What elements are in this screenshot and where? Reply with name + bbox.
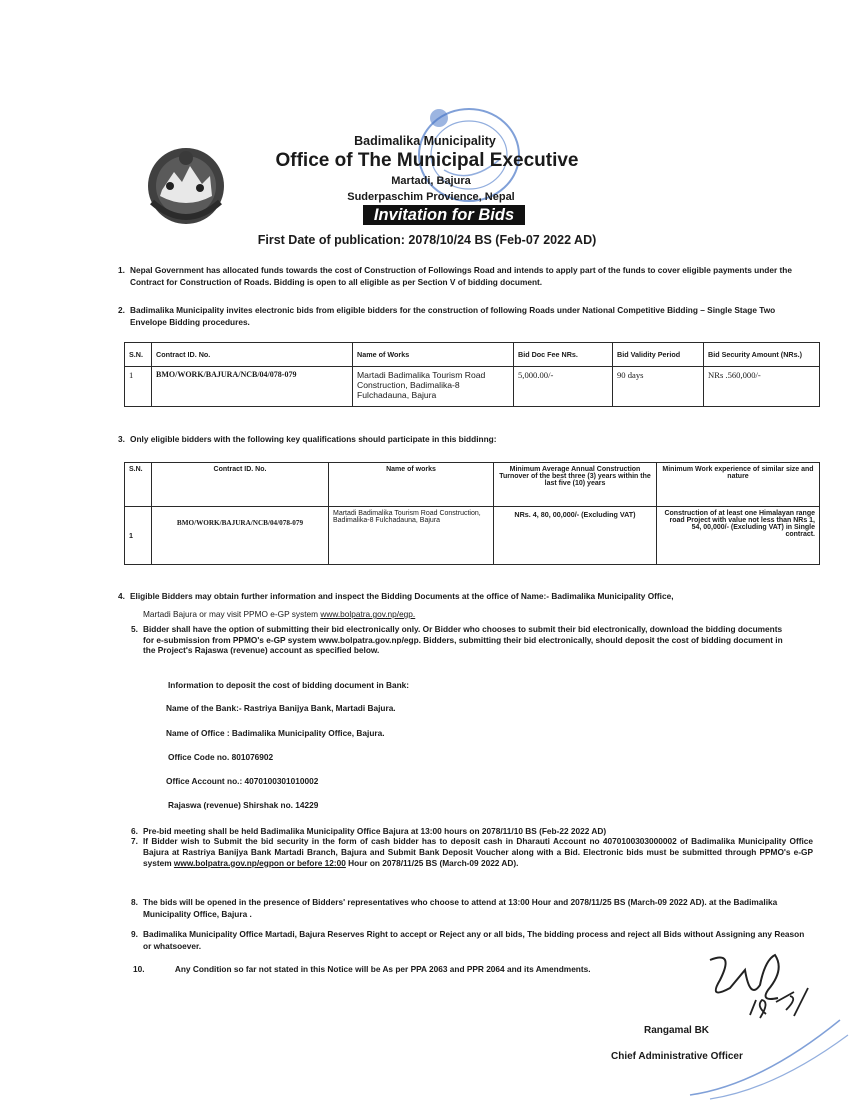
paragraph-number: 10.: [133, 964, 145, 974]
bank-intro: Information to deposit the cost of bidding document in Bank:: [168, 680, 410, 690]
paragraph-number: 2.: [118, 305, 125, 315]
table-header-cell: Name of works: [329, 463, 494, 507]
table-header-cell: Name of Works: [353, 343, 514, 367]
bid-fees-table: [124, 342, 820, 407]
table-cell: Martadi Badimalika Tourism Road Construction, Badimalika-8 Fulchadauna, Bajura: [329, 507, 494, 565]
table-header-cell: Bid Validity Period: [613, 343, 704, 367]
table-cell: BMO/WORK/BAJURA/NCB/04/078-079: [152, 367, 353, 407]
table-cell: NRs. 4, 80, 00,000/- (Excluding VAT): [494, 507, 657, 565]
table-header-row: [125, 343, 820, 367]
paragraph-3: [118, 433, 810, 445]
paragraph-5: [131, 624, 793, 656]
paragraph-text: Badimalika Municipality invites electronic bids from eligible bidders for the construction of following Roads under National Competitive Bidding – Single Stage Two Envelope Bidding procedures.: [130, 305, 776, 327]
table-cell: NRs .560,000/-: [704, 367, 820, 407]
paragraph-number: 5.: [131, 624, 138, 634]
paragraph-text: Eligible Bidders may obtain further information and inspect the Bidding Documents at the office of Name:- Badimalika Municipality Office,: [130, 591, 674, 601]
paragraph-text: Any Condition so far not stated in this Notice will be As per PPA 2063 and PPR 2064 and its Amendments.: [174, 964, 591, 974]
paragraph-7: [131, 836, 813, 868]
table-header-cell: Minimum Average Annual Construction Turnover of the best three (3) years within the last five (10) years: [494, 463, 657, 507]
table-cell: BMO/WORK/BAJURA/NCB/04/078-079: [152, 507, 329, 565]
paragraph-number: 9.: [131, 929, 138, 939]
qualifications-table: [124, 462, 820, 565]
table-header-cell: Minimum Work experience of similar size and nature: [657, 463, 820, 507]
table-cell: 5,000.00/-: [514, 367, 613, 407]
paragraph-text: Bidder shall have the option of submitting their bid electronically only. Or Bidder who chooses to submit their bid electronically, download the bidding documents for e-submission from PPMO's e-GP system www.bolpatra.gov.np/egp. Bidders, submitting their bid electronically, should deposit the cost of bidding document in the Project's Rajaswa (revenue) account as specified below.: [143, 624, 783, 655]
paragraph-number: 4.: [118, 591, 125, 601]
paragraph-8: [131, 896, 813, 920]
table-cell: 90 days: [613, 367, 704, 407]
paragraph-number: 3.: [118, 434, 125, 444]
paragraph-text: Nepal Government has allocated funds towards the cost of Construction of Followings Road and intends to apply part of the funds to cover eligible payments under the Contract for Construction of Roads. Bidding is open to all eligible as per Section V of bidding document.: [130, 265, 792, 287]
official-stamp-icon: [680, 1015, 850, 1100]
paragraph-number: 6.: [131, 826, 138, 836]
paragraph-number: 7.: [131, 836, 138, 846]
bank-name: Name of the Bank:- Rastriya Banijya Bank, Martadi Bajura.: [166, 703, 396, 713]
table-row: [125, 507, 820, 565]
paragraph-4-line-2: [143, 608, 823, 620]
paragraph-text: If Bidder wish to Submit the bid security in the form of cash bidder has to deposit cash in Dharauti Account no 4070100303000002 of Badimalika Municipality Office Bajura at Rastriya Banijya Bank Martadi Branch, Bajura and Submit Bank Deposit Voucher along with a Bid. Electronic bids must be submitted through PPMO's e-GP system: [143, 836, 813, 868]
paragraph-text: Badimalika Municipality Office Martadi, Bajura Reserves Right to accept or Reject any or all bids, The bidding process and reject all Bids without Assigning any Reason or whatsoever.: [143, 929, 805, 951]
paragraph-text: Pre-bid meeting shall be held Badimalika Municipality Office Bajura at 13:00 hours on 2078/11/10 BS (Feb-22 2022 AD): [143, 826, 607, 836]
office-code: Office Code no. 801076902: [168, 752, 274, 762]
office-account: Office Account no.: 4070100301010002: [166, 776, 319, 786]
table-row: [125, 367, 820, 407]
paragraph-1: [118, 264, 810, 288]
table-header-cell: Bid Security Amount (NRs.): [704, 343, 820, 367]
paragraph-2: [118, 304, 810, 328]
paragraph-number: 8.: [131, 897, 138, 907]
paragraph-text: Only eligible bidders with the following key qualifications should participate in this biddinng:: [130, 434, 497, 444]
paragraph-text: Martadi Bajura or may visit PPMO e-GP system: [143, 609, 321, 619]
table-header-cell: Contract ID. No.: [152, 343, 353, 367]
table-cell: Construction of at least one Himalayan range road Project with value not less than NRs 1, 54, 00,000/- (Excluding VAT) in Single contract.: [657, 507, 820, 565]
signatory-name: Rangamal BK: [644, 1025, 710, 1036]
table-header-cell: Bid Doc Fee NRs.: [514, 343, 613, 367]
table-header-cell: S.N.: [125, 343, 152, 367]
egp-link[interactable]: www.bolpatra.gov.np/egp.: [320, 609, 416, 619]
office-name: Name of Office : Badimalika Municipality Office, Bajura.: [166, 728, 385, 738]
office-title: Office of The Municipal Executive: [275, 150, 579, 171]
paragraph-text: Hour on 2078/11/25 BS (March-09 2022 AD).: [345, 857, 519, 868]
table-header-row: [125, 463, 820, 507]
table-cell: 1: [125, 367, 152, 407]
address-line-2: Suderpaschim Provience, Nepal: [347, 191, 515, 203]
municipality-name: Badimalika Municipality: [354, 134, 496, 148]
address-line-1: Martadi, Bajura: [391, 175, 471, 187]
table-header-cell: Contract ID. No.: [152, 463, 329, 507]
paragraph-4: [118, 590, 810, 602]
rajaswa-shirshak: Rajaswa (revenue) Shirshak no. 14229: [168, 800, 319, 810]
egp-link[interactable]: www.bolpatra.gov.np/egpon or before 12:00: [173, 857, 346, 868]
table-header-cell: S.N.: [125, 463, 152, 507]
paragraph-text: The bids will be opened in the presence of Bidders' representatives who choose to attend at 13:00 Hour and 2078/11/25 BS (March-09 2022 AD). at the Badimalika Municipality Office, Bajura .: [143, 897, 778, 919]
table-cell: Martadi Badimalika Tourism Road Construction, Badimalika-8 Fulchadauna, Bajura: [353, 367, 514, 407]
table-cell: 1: [125, 507, 152, 565]
signatory-title: Chief Administrative Officer: [611, 1051, 743, 1062]
publication-date: First Date of publication: 2078/10/24 BS (Feb-07 2022 AD): [257, 233, 597, 247]
paragraph-number: 1.: [118, 265, 125, 275]
invitation-banner: Invitation for Bids: [363, 205, 525, 225]
